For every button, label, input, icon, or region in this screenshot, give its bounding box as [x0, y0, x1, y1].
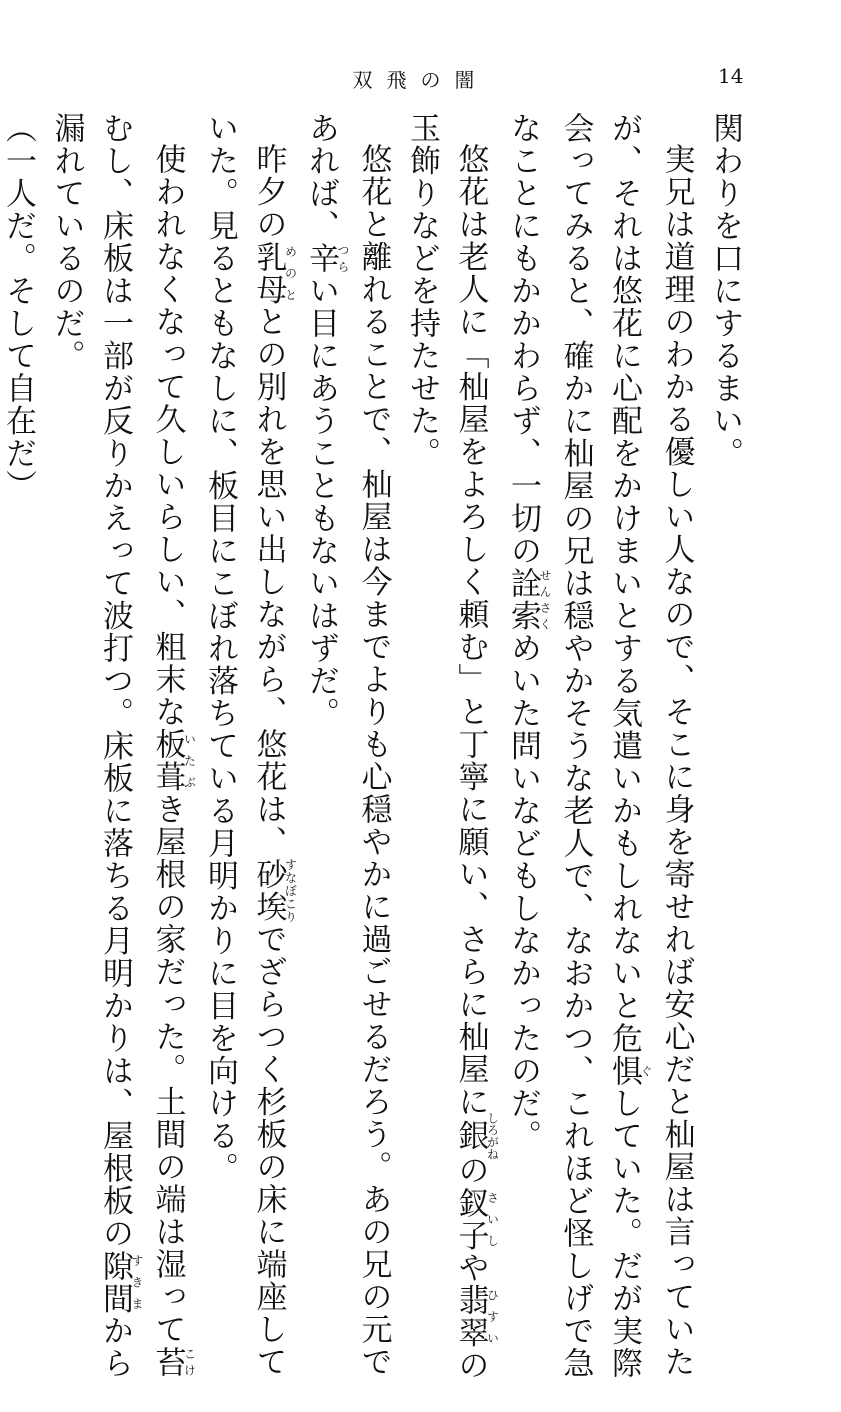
- ruby-base: 辛: [303, 242, 339, 275]
- page-number: 14: [718, 64, 744, 88]
- text-segment: 会ってみると、確かに杣屋の兄は穏やかそうな老人で、なおかつ、これほど怪しげで急: [557, 112, 594, 1380]
- text-segment: いた。見るともなしに、板目にこぼれ落ちている月明かりに目を向ける。: [202, 112, 238, 1185]
- text-segment: 昨夕の: [250, 143, 287, 241]
- text-segment: の: [452, 1349, 489, 1382]
- ruby-base: 翡翠: [452, 1284, 489, 1349]
- ruby-reading: つら: [336, 242, 350, 275]
- text-line: [297, 112, 350, 1132]
- text-segment: の: [452, 1154, 489, 1187]
- text-line: [499, 112, 552, 1152]
- text-segment: 悠花は老人に「杣屋をよろしく頼む」と丁寧に願い、さらに杣屋に: [452, 143, 489, 1118]
- ruby-annotation: [149, 728, 197, 793]
- ruby-annotation: [452, 1112, 500, 1160]
- vertical-text-block: [0, 112, 749, 1382]
- ruby-annotation: [250, 240, 298, 306]
- text-segment: が、それは悠花に心配をかけまいとする気遣いかもしれないと危: [606, 112, 642, 1055]
- text-line: [244, 112, 298, 1378]
- text-line: [349, 112, 398, 1378]
- text-segment: （一人だ。そして自在だ）: [0, 112, 36, 502]
- ruby-reading: すきま: [130, 1249, 144, 1315]
- text-line: [143, 112, 197, 1378]
- ruby-reading: ひすい: [485, 1284, 500, 1349]
- ruby-reading: こけ: [182, 1345, 197, 1378]
- text-segment: めいた問いなどもしなかったのだ。: [505, 632, 541, 1152]
- ruby-reading: しろがね: [485, 1112, 500, 1160]
- ruby-base: 詮索: [505, 567, 541, 632]
- ruby-annotation: [97, 1249, 144, 1315]
- text-segment: 悠花と離れることで、杣屋は今までよりも心穏やかに過ごせるだろう。あの兄の元で: [355, 143, 392, 1378]
- text-line: [398, 112, 447, 1132]
- text-segment: むし、床板は一部が反りかえって波打つ。床板に落ちる月明かりは、屋根板の: [97, 112, 133, 1250]
- ruby-reading: ぐ: [639, 1054, 653, 1087]
- ruby-base: 釵子: [452, 1186, 489, 1252]
- text-line: [42, 112, 91, 1132]
- text-line: [91, 112, 144, 1380]
- text-segment: い目にあうこともないはずだ。: [303, 274, 339, 730]
- ruby-base: 苔: [149, 1345, 186, 1378]
- ruby-base: 乳母: [250, 240, 287, 306]
- text-segment: き屋根の家だった。土間の端は湿って: [149, 793, 186, 1346]
- ruby-annotation: [505, 567, 552, 632]
- text-segment: あれば、: [303, 112, 339, 242]
- text-line: [196, 112, 245, 1185]
- ruby-reading: すなぼこり: [283, 858, 298, 923]
- ruby-base: 銀: [452, 1112, 489, 1160]
- ruby-annotation: [452, 1284, 500, 1349]
- text-line: [551, 112, 600, 1380]
- text-segment: していた。だが実際: [606, 1087, 642, 1380]
- text-segment: なことにもかかわらず、一切の: [505, 112, 541, 567]
- ruby-base: 板葺: [149, 728, 186, 793]
- ruby-base: 惧: [606, 1054, 642, 1087]
- ruby-annotation: [149, 1345, 197, 1379]
- text-line: [652, 112, 701, 1378]
- ruby-reading: さいし: [485, 1186, 500, 1252]
- text-segment: から: [97, 1314, 133, 1380]
- ruby-base: 隙間: [97, 1249, 133, 1315]
- text-segment: 実兄は道理のわかる優しい人なので、そこに身を寄せれば安心だと杣屋は言っていた: [658, 143, 695, 1378]
- text-line: [600, 112, 653, 1380]
- running-title: 双飛の闇: [352, 68, 489, 92]
- ruby-annotation: [606, 1054, 653, 1088]
- text-segment: でざらつく杉板の床に端座して: [250, 923, 287, 1378]
- text-segment: との別れを思い出しながら、悠花は、: [250, 305, 287, 858]
- text-segment: 使われなくなって久しいらしい、粗末な: [149, 143, 186, 728]
- ruby-base: 砂埃: [250, 858, 287, 923]
- text-segment: 関わりを口にするまい。: [707, 112, 743, 470]
- ruby-annotation: [250, 858, 298, 923]
- ruby-annotation: [303, 242, 350, 275]
- ruby-reading: いたぶ: [182, 728, 197, 793]
- text-segment: 玉飾りなどを持たせた。: [404, 112, 440, 470]
- text-segment: や: [452, 1251, 489, 1284]
- text-line: [446, 112, 500, 1382]
- text-line: [0, 112, 42, 1132]
- ruby-reading: めのと: [283, 240, 298, 306]
- text-segment: 漏れているのだ。: [48, 112, 85, 372]
- ruby-reading: せんさく: [538, 567, 552, 632]
- text-line: [701, 112, 750, 1132]
- ruby-annotation: [452, 1186, 500, 1252]
